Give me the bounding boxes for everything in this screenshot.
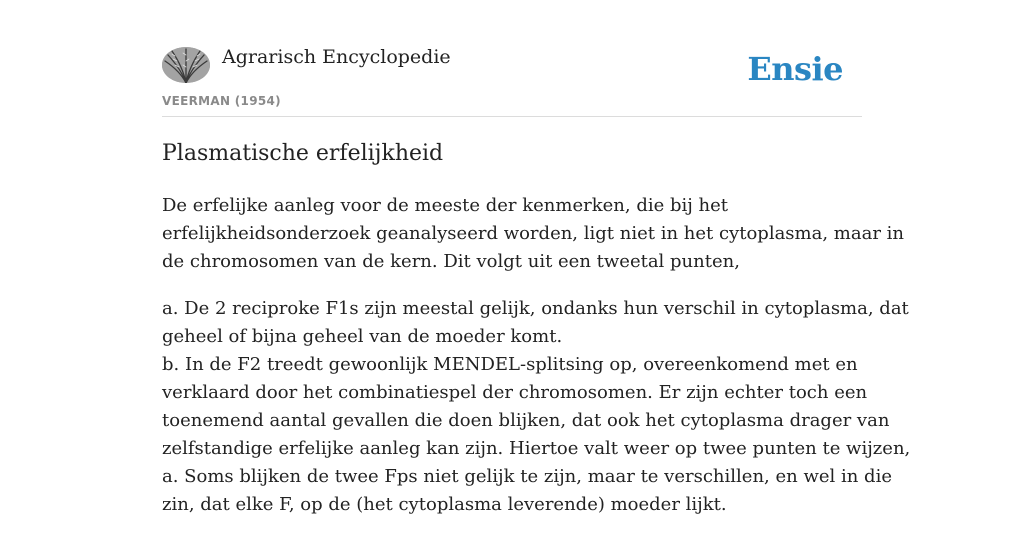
paragraph-line: verklaard door het combinatiespel der chromosomen. Er zijn echter toch een (162, 382, 868, 403)
paragraph-line: erfelijkheidsonderzoek geanalyseerd worden, ligt niet in het cytoplasma, maar in (162, 223, 904, 244)
paragraph-line: De erfelijke aanleg voor de meeste der kenmerken, die bij het (162, 195, 729, 216)
ensie-logo-link[interactable]: Ensie (747, 50, 843, 88)
page-header (162, 0, 862, 117)
article-paragraph (162, 295, 911, 519)
paragraph-line: a. De 2 reciproke F1s zijn meestal gelijk, ondanks hun verschil in cytoplasma, dat (162, 298, 909, 319)
wheat-logo-icon[interactable] (162, 47, 210, 83)
article-paragraph (162, 192, 904, 276)
article-body (162, 192, 911, 538)
paragraph-line: toenemend aantal gevallen die doen blijken, dat ook het cytoplasma drager van (162, 410, 890, 431)
paragraph-line: geheel of bijna geheel van de moeder komt. (162, 326, 563, 347)
paragraph-line: zin, dat elke F, op de (het cytoplasma leverende) moeder lijkt. (162, 494, 727, 515)
source-title[interactable]: Agrarisch Encyclopedie (222, 46, 451, 68)
paragraph-line: zelfstandige erfelijke aanleg kan zijn. Hiertoe valt weer op twee punten te wijzen, (162, 438, 911, 459)
paragraph-line: b. In de F2 treedt gewoonlijk MENDEL-splitsing op, overeenkomend met en (162, 354, 858, 375)
paragraph-line: de chromosomen van de kern. Dit volgt uit een tweetal punten, (162, 251, 740, 272)
article-title: Plasmatische erfelijkheid (162, 141, 444, 166)
paragraph-line: a. Soms blijken de twee Fps niet gelijk te zijn, maar te verschillen, en wel in die (162, 466, 892, 487)
author-year: VEERMAN (1954) (162, 94, 281, 108)
page (162, 0, 911, 515)
